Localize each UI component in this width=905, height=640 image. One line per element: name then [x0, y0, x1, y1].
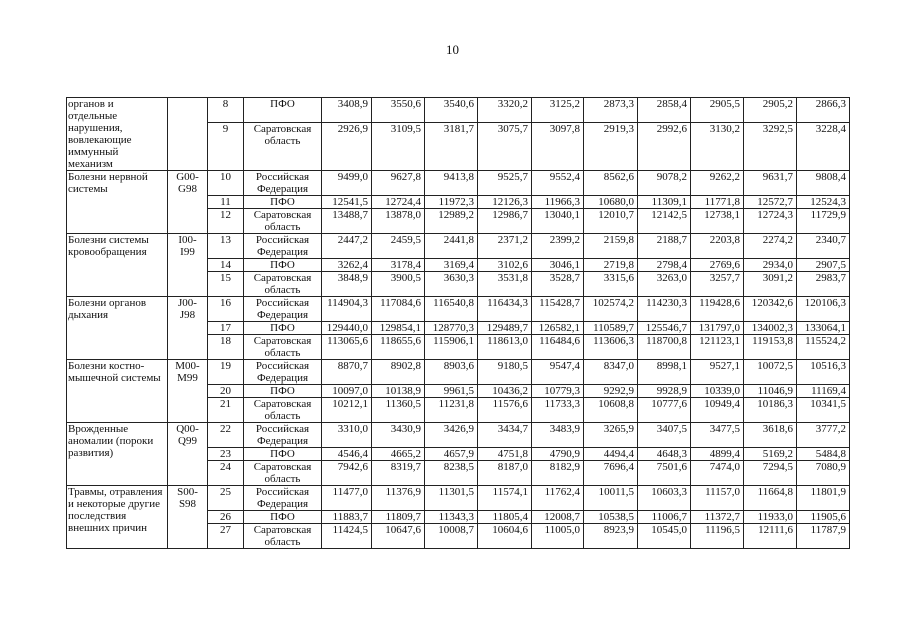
value-cell: 2866,3 [797, 98, 850, 123]
disease-group-cell: Болезни костно- мышечной системы [67, 360, 168, 423]
value-cell: 11231,8 [425, 398, 478, 423]
page-number: 10 [446, 42, 459, 57]
value-cell: 3125,2 [532, 98, 584, 123]
row-number-cell: 27 [208, 524, 244, 549]
icd-code-cell: I00- I99 [168, 234, 208, 297]
value-cell: 3434,7 [478, 423, 532, 448]
value-cell: 3483,9 [532, 423, 584, 448]
value-cell: 3046,1 [532, 259, 584, 272]
value-cell: 7294,5 [744, 461, 797, 486]
value-cell: 3320,2 [478, 98, 532, 123]
value-cell: 119428,6 [691, 297, 744, 322]
region-cell: Саратовская область [244, 209, 322, 234]
value-cell: 11006,7 [638, 511, 691, 524]
disease-group-cell: органов и отдельные нарушения, вовлекающие иммунный механизм [67, 98, 168, 171]
value-cell: 9413,8 [425, 171, 478, 196]
row-number-cell: 25 [208, 486, 244, 511]
value-cell: 116434,3 [478, 297, 532, 322]
region-cell: ПФО [244, 196, 322, 209]
value-cell: 11801,9 [797, 486, 850, 511]
row-number-cell: 10 [208, 171, 244, 196]
value-cell: 2441,8 [425, 234, 478, 259]
region-cell: ПФО [244, 385, 322, 398]
value-cell: 3426,9 [425, 423, 478, 448]
region-cell: Российская Федерация [244, 297, 322, 322]
value-cell: 10608,8 [584, 398, 638, 423]
value-cell: 3091,2 [744, 272, 797, 297]
icd-code-cell: G00- G98 [168, 171, 208, 234]
region-cell: Российская Федерация [244, 360, 322, 385]
value-cell: 10516,3 [797, 360, 850, 385]
value-cell: 12126,3 [478, 196, 532, 209]
value-cell: 10777,6 [638, 398, 691, 423]
value-cell: 11787,9 [797, 524, 850, 549]
value-cell: 5169,2 [744, 448, 797, 461]
value-cell: 11372,7 [691, 511, 744, 524]
value-cell: 4665,2 [372, 448, 425, 461]
value-cell: 2447,2 [322, 234, 372, 259]
row-number-cell: 13 [208, 234, 244, 259]
value-cell: 8238,5 [425, 461, 478, 486]
value-cell: 12541,5 [322, 196, 372, 209]
row-number-cell: 15 [208, 272, 244, 297]
value-cell: 2340,7 [797, 234, 850, 259]
value-cell: 11972,3 [425, 196, 478, 209]
icd-code-cell: S00- S98 [168, 486, 208, 549]
value-cell: 3130,2 [691, 122, 744, 170]
value-cell: 3315,6 [584, 272, 638, 297]
value-cell: 129854,1 [372, 322, 425, 335]
value-cell: 11309,1 [638, 196, 691, 209]
value-cell: 4657,9 [425, 448, 478, 461]
region-cell: ПФО [244, 98, 322, 123]
value-cell: 3900,5 [372, 272, 425, 297]
value-cell: 12724,4 [372, 196, 425, 209]
row-number-cell: 24 [208, 461, 244, 486]
value-cell: 12724,3 [744, 209, 797, 234]
value-cell: 2798,4 [638, 259, 691, 272]
value-cell: 102574,2 [584, 297, 638, 322]
value-cell: 10097,0 [322, 385, 372, 398]
value-cell: 11196,5 [691, 524, 744, 549]
value-cell: 9961,5 [425, 385, 478, 398]
value-cell: 12572,7 [744, 196, 797, 209]
region-cell: Саратовская область [244, 461, 322, 486]
row-number-cell: 12 [208, 209, 244, 234]
value-cell: 11664,8 [744, 486, 797, 511]
table-row [67, 98, 850, 123]
value-cell: 113606,3 [584, 335, 638, 360]
region-cell: Саратовская область [244, 398, 322, 423]
value-cell: 125546,7 [638, 322, 691, 335]
value-cell: 2274,2 [744, 234, 797, 259]
value-cell: 9262,2 [691, 171, 744, 196]
value-cell: 126582,1 [532, 322, 584, 335]
value-cell: 10647,6 [372, 524, 425, 549]
value-cell: 11762,4 [532, 486, 584, 511]
region-cell: Саратовская область [244, 524, 322, 549]
value-cell: 8347,0 [584, 360, 638, 385]
value-cell: 10011,5 [584, 486, 638, 511]
value-cell: 9499,0 [322, 171, 372, 196]
value-cell: 8319,7 [372, 461, 425, 486]
value-cell: 11360,5 [372, 398, 425, 423]
value-cell: 3408,9 [322, 98, 372, 123]
value-cell: 11966,3 [532, 196, 584, 209]
row-number-cell: 9 [208, 122, 244, 170]
region-cell: ПФО [244, 448, 322, 461]
value-cell: 7474,0 [691, 461, 744, 486]
value-cell: 10072,5 [744, 360, 797, 385]
region-cell: ПФО [244, 322, 322, 335]
statistics-table [66, 97, 850, 549]
value-cell: 11771,8 [691, 196, 744, 209]
value-cell: 12010,7 [584, 209, 638, 234]
icd-code-cell: J00- J98 [168, 297, 208, 360]
value-cell: 11005,0 [532, 524, 584, 549]
value-cell: 119153,8 [744, 335, 797, 360]
value-cell: 11733,3 [532, 398, 584, 423]
value-cell: 3407,5 [638, 423, 691, 448]
row-number-cell: 11 [208, 196, 244, 209]
value-cell: 3848,9 [322, 272, 372, 297]
value-cell: 10949,4 [691, 398, 744, 423]
value-cell: 2905,2 [744, 98, 797, 123]
table-row [67, 486, 850, 511]
disease-group-cell: Врожденные аномалии (пороки развития) [67, 423, 168, 486]
value-cell: 3618,6 [744, 423, 797, 448]
value-cell: 118700,8 [638, 335, 691, 360]
row-number-cell: 22 [208, 423, 244, 448]
value-cell: 3257,7 [691, 272, 744, 297]
value-cell: 9525,7 [478, 171, 532, 196]
value-cell: 13878,0 [372, 209, 425, 234]
value-cell: 115524,2 [797, 335, 850, 360]
value-cell: 10538,5 [584, 511, 638, 524]
value-cell: 7696,4 [584, 461, 638, 486]
disease-group-cell: Болезни нервной системы [67, 171, 168, 234]
disease-group-cell: Травмы, отравления и некоторые другие последствия внешних причин [67, 486, 168, 549]
value-cell: 3430,9 [372, 423, 425, 448]
row-number-cell: 26 [208, 511, 244, 524]
value-cell: 3550,6 [372, 98, 425, 123]
table-row [67, 171, 850, 196]
value-cell: 113065,6 [322, 335, 372, 360]
value-cell: 3540,6 [425, 98, 478, 123]
value-cell: 116540,8 [425, 297, 478, 322]
value-cell: 3102,6 [478, 259, 532, 272]
value-cell: 116484,6 [532, 335, 584, 360]
value-cell: 4494,4 [584, 448, 638, 461]
value-cell: 2926,9 [322, 122, 372, 170]
value-cell: 11343,3 [425, 511, 478, 524]
table-row [67, 297, 850, 322]
value-cell: 3181,7 [425, 122, 478, 170]
value-cell: 11046,9 [744, 385, 797, 398]
value-cell: 10008,7 [425, 524, 478, 549]
region-cell: Саратовская область [244, 272, 322, 297]
value-cell: 2934,0 [744, 259, 797, 272]
value-cell: 10436,2 [478, 385, 532, 398]
value-cell: 10212,1 [322, 398, 372, 423]
value-cell: 3630,3 [425, 272, 478, 297]
value-cell: 114230,3 [638, 297, 691, 322]
value-cell: 11905,6 [797, 511, 850, 524]
value-cell: 4790,9 [532, 448, 584, 461]
icd-code-cell: M00- M99 [168, 360, 208, 423]
value-cell: 8998,1 [638, 360, 691, 385]
value-cell: 117084,6 [372, 297, 425, 322]
region-cell: Саратовская область [244, 122, 322, 170]
value-cell: 3097,8 [532, 122, 584, 170]
value-cell: 11933,0 [744, 511, 797, 524]
value-cell: 11157,0 [691, 486, 744, 511]
value-cell: 2905,5 [691, 98, 744, 123]
region-cell: Российская Федерация [244, 234, 322, 259]
disease-group-cell: Болезни органов дыхания [67, 297, 168, 360]
value-cell: 115906,1 [425, 335, 478, 360]
value-cell: 11805,4 [478, 511, 532, 524]
region-cell: Саратовская область [244, 335, 322, 360]
value-cell: 8562,6 [584, 171, 638, 196]
value-cell: 131797,0 [691, 322, 744, 335]
value-cell: 7942,6 [322, 461, 372, 486]
value-cell: 9527,1 [691, 360, 744, 385]
value-cell: 2873,3 [584, 98, 638, 123]
value-cell: 3310,0 [322, 423, 372, 448]
value-cell: 12524,3 [797, 196, 850, 209]
value-cell: 10545,0 [638, 524, 691, 549]
value-cell: 2459,5 [372, 234, 425, 259]
value-cell: 120106,3 [797, 297, 850, 322]
value-cell: 9180,5 [478, 360, 532, 385]
row-number-cell: 17 [208, 322, 244, 335]
value-cell: 2188,7 [638, 234, 691, 259]
region-cell: ПФО [244, 511, 322, 524]
value-cell: 134002,3 [744, 322, 797, 335]
value-cell: 133064,1 [797, 322, 850, 335]
value-cell: 7501,6 [638, 461, 691, 486]
icd-code-cell [168, 98, 208, 171]
value-cell: 114904,3 [322, 297, 372, 322]
value-cell: 9631,7 [744, 171, 797, 196]
value-cell: 9627,8 [372, 171, 425, 196]
value-cell: 8902,8 [372, 360, 425, 385]
value-cell: 5484,8 [797, 448, 850, 461]
value-cell: 2371,2 [478, 234, 532, 259]
value-cell: 118655,6 [372, 335, 425, 360]
value-cell: 10680,0 [584, 196, 638, 209]
row-number-cell: 20 [208, 385, 244, 398]
row-number-cell: 8 [208, 98, 244, 123]
value-cell: 11424,5 [322, 524, 372, 549]
region-cell: Российская Федерация [244, 171, 322, 196]
value-cell: 2769,6 [691, 259, 744, 272]
icd-code-cell: Q00- Q99 [168, 423, 208, 486]
value-cell: 4899,4 [691, 448, 744, 461]
value-cell: 110589,7 [584, 322, 638, 335]
value-cell: 3777,2 [797, 423, 850, 448]
value-cell: 10339,0 [691, 385, 744, 398]
value-cell: 120342,6 [744, 297, 797, 322]
value-cell: 11574,1 [478, 486, 532, 511]
value-cell: 3265,9 [584, 423, 638, 448]
value-cell: 8182,9 [532, 461, 584, 486]
value-cell: 9547,4 [532, 360, 584, 385]
value-cell: 2983,7 [797, 272, 850, 297]
value-cell: 13488,7 [322, 209, 372, 234]
value-cell: 11729,9 [797, 209, 850, 234]
value-cell: 12111,6 [744, 524, 797, 549]
value-cell: 8187,0 [478, 461, 532, 486]
value-cell: 10603,3 [638, 486, 691, 511]
value-cell: 129489,7 [478, 322, 532, 335]
value-cell: 2992,6 [638, 122, 691, 170]
value-cell: 12738,1 [691, 209, 744, 234]
row-number-cell: 19 [208, 360, 244, 385]
value-cell: 2203,8 [691, 234, 744, 259]
value-cell: 11576,6 [478, 398, 532, 423]
value-cell: 2858,4 [638, 98, 691, 123]
value-cell: 2919,3 [584, 122, 638, 170]
value-cell: 8870,7 [322, 360, 372, 385]
value-cell: 128770,3 [425, 322, 478, 335]
value-cell: 11376,9 [372, 486, 425, 511]
value-cell: 12008,7 [532, 511, 584, 524]
value-cell: 12142,5 [638, 209, 691, 234]
value-cell: 9928,9 [638, 385, 691, 398]
value-cell: 10779,3 [532, 385, 584, 398]
value-cell: 10604,6 [478, 524, 532, 549]
value-cell: 115428,7 [532, 297, 584, 322]
value-cell: 3169,4 [425, 259, 478, 272]
value-cell: 2399,2 [532, 234, 584, 259]
value-cell: 2719,8 [584, 259, 638, 272]
row-number-cell: 21 [208, 398, 244, 423]
value-cell: 12986,7 [478, 209, 532, 234]
value-cell: 11883,7 [322, 511, 372, 524]
value-cell: 3178,4 [372, 259, 425, 272]
row-number-cell: 14 [208, 259, 244, 272]
value-cell: 10138,9 [372, 385, 425, 398]
table-row [67, 423, 850, 448]
row-number-cell: 23 [208, 448, 244, 461]
table-row [67, 360, 850, 385]
value-cell: 3228,4 [797, 122, 850, 170]
disease-group-cell: Болезни системы кровообращения [67, 234, 168, 297]
value-cell: 129440,0 [322, 322, 372, 335]
value-cell: 4546,4 [322, 448, 372, 461]
value-cell: 11477,0 [322, 486, 372, 511]
value-cell: 3262,4 [322, 259, 372, 272]
row-number-cell: 16 [208, 297, 244, 322]
value-cell: 3075,7 [478, 122, 532, 170]
value-cell: 10186,3 [744, 398, 797, 423]
value-cell: 2907,5 [797, 259, 850, 272]
value-cell: 11169,4 [797, 385, 850, 398]
value-cell: 2159,8 [584, 234, 638, 259]
value-cell: 12989,2 [425, 209, 478, 234]
value-cell: 121123,1 [691, 335, 744, 360]
value-cell: 13040,1 [532, 209, 584, 234]
value-cell: 4648,3 [638, 448, 691, 461]
value-cell: 9808,4 [797, 171, 850, 196]
value-cell: 3477,5 [691, 423, 744, 448]
region-cell: Российская Федерация [244, 423, 322, 448]
value-cell: 9078,2 [638, 171, 691, 196]
value-cell: 4751,8 [478, 448, 532, 461]
value-cell: 3263,0 [638, 272, 691, 297]
value-cell: 3531,8 [478, 272, 532, 297]
value-cell: 7080,9 [797, 461, 850, 486]
value-cell: 10341,5 [797, 398, 850, 423]
value-cell: 3109,5 [372, 122, 425, 170]
value-cell: 11301,5 [425, 486, 478, 511]
region-cell: Российская Федерация [244, 486, 322, 511]
value-cell: 11809,7 [372, 511, 425, 524]
table-row [67, 234, 850, 259]
value-cell: 118613,0 [478, 335, 532, 360]
value-cell: 3292,5 [744, 122, 797, 170]
value-cell: 3528,7 [532, 272, 584, 297]
region-cell: ПФО [244, 259, 322, 272]
value-cell: 9552,4 [532, 171, 584, 196]
value-cell: 8923,9 [584, 524, 638, 549]
row-number-cell: 18 [208, 335, 244, 360]
value-cell: 9292,9 [584, 385, 638, 398]
value-cell: 8903,6 [425, 360, 478, 385]
